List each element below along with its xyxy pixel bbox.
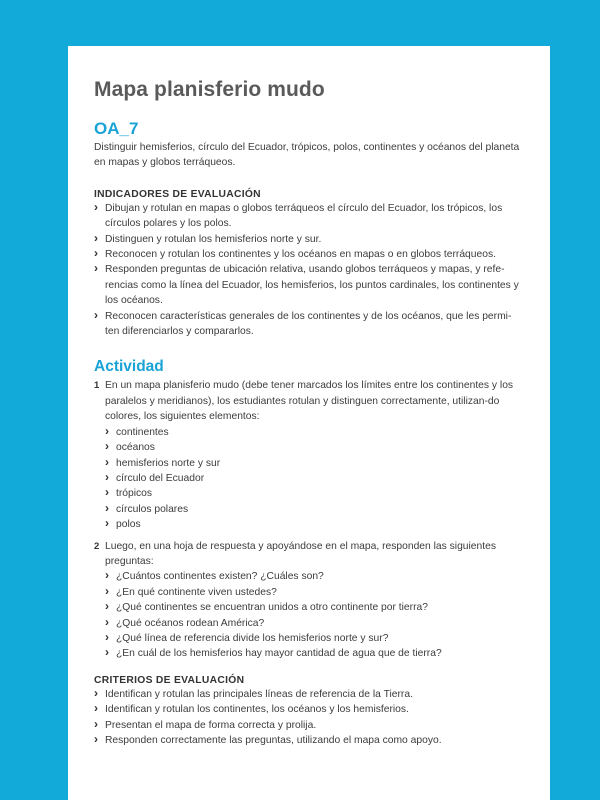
indicator-item: › Reconocen y rotulan los continentes y los océanos en mapas o en globos terráqueos.	[94, 247, 524, 262]
step-item: › océanos	[105, 440, 524, 455]
indicator-item: › Dibujan y rotulan en mapas o globos terráqueos el círculo del Ecuador, los trópicos, los círculos polares y los polos.	[94, 201, 524, 232]
indicators-list	[94, 201, 524, 340]
activity-steps	[94, 378, 524, 661]
step-text: En un mapa planisferio mudo (debe tener marcados los límites entre los continentes y los paralelos y meridianos), los estudiantes rotulan y distinguen correctamente, utilizan-do colores, los siguientes elementos:	[105, 380, 514, 423]
step-items	[105, 569, 524, 661]
indicator-item: › Responden preguntas de ubicación relativa, usando globos terráqueos y mapas, y refe-rencias como la línea del Ecuador, los hemisferios, los puntos cardinales, los continentes y los océanos.	[94, 262, 524, 308]
step-item: › trópicos	[105, 486, 524, 501]
page-title: Mapa planisferio mudo	[94, 78, 325, 101]
criteria-list	[94, 687, 524, 749]
step-number: 2	[94, 540, 100, 552]
objective-code: OA_7	[94, 119, 139, 138]
step-item: › ¿Qué línea de referencia divide los hemisferios norte y sur?	[105, 631, 524, 646]
activity-step	[94, 378, 524, 532]
step-item: › ¿En cuál de los hemisferios hay mayor cantidad de agua que de tierra?	[105, 646, 524, 661]
activity-heading: Actividad	[94, 358, 164, 376]
criteria-item: › Identifican y rotulan las principales líneas de referencia de la Tierra.	[94, 687, 524, 702]
objective-description: Distinguir hemisferios, círculo del Ecuador, trópicos, polos, continentes y océanos del planeta en mapas y globos terráqueos.	[94, 142, 520, 169]
step-text: Luego, en una hoja de respuesta y apoyándose en el mapa, responden las siguientes preguntas:	[105, 540, 496, 567]
step-item: › polos	[105, 517, 524, 532]
step-item: › ¿Qué océanos rodean América?	[105, 616, 524, 631]
indicator-item: › Distinguen y rotulan los hemisferios norte y sur.	[94, 232, 524, 247]
criteria-item: › Responden correctamente las preguntas, utilizando el mapa como apoyo.	[94, 733, 524, 748]
activity-step	[94, 539, 524, 662]
step-item: › círculos polares	[105, 502, 524, 517]
step-number: 1	[94, 380, 100, 392]
step-item: › ¿En qué continente viven ustedes?	[105, 585, 524, 600]
step-item: › círculo del Ecuador	[105, 471, 524, 486]
indicator-item: › Reconocen características generales de los continentes y de los océanos, que les permi-ten diferenciarlos y compararlos.	[94, 309, 524, 340]
step-item: › ¿Cuántos continentes existen? ¿Cuáles son?	[105, 569, 524, 584]
criteria-heading: CRITERIOS DE EVALUACIÓN	[94, 674, 245, 686]
step-item: › continentes	[105, 425, 524, 440]
step-items	[105, 425, 524, 533]
criteria-item: › Identifican y rotulan los continentes, los océanos y los hemisferios.	[94, 702, 524, 717]
document-page	[68, 46, 550, 800]
step-item: › hemisferios norte y sur	[105, 456, 524, 471]
step-item: › ¿Qué continentes se encuentran unidos a otro continente por tierra?	[105, 600, 524, 615]
indicators-heading: INDICADORES DE EVALUACIÓN	[94, 188, 261, 200]
criteria-item: › Presentan el mapa de forma correcta y prolija.	[94, 718, 524, 733]
